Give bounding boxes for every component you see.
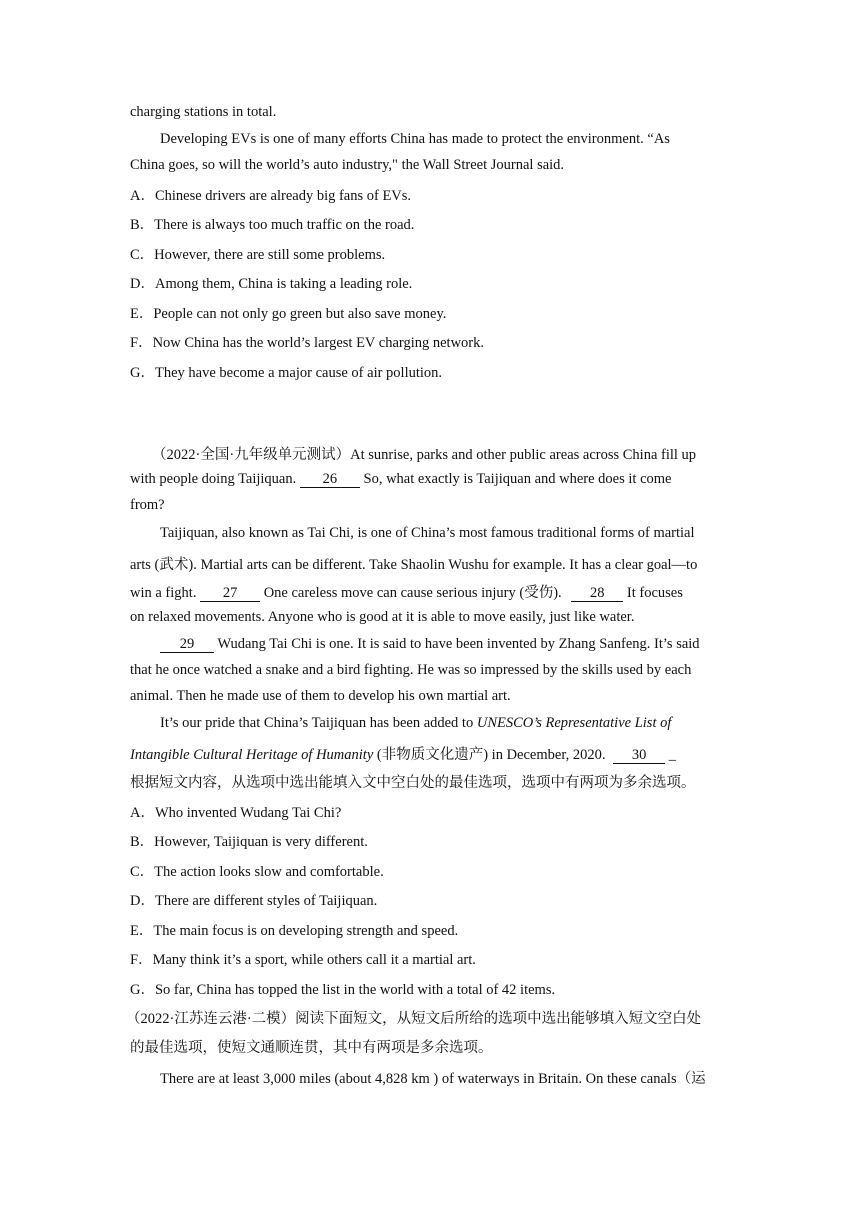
passage2-option-d: D．There are different styles of Taijiquan. xyxy=(130,893,378,909)
passage2-line5: arts (武术). Martial arts can be different. Take Shaolin Wushu for example. It has a clear goal—to xyxy=(130,557,698,573)
passage2-line10: animal. Then he made use of them to develop his own martial art. xyxy=(130,688,511,704)
blank-30: 30 xyxy=(613,748,665,764)
blank-26: 26 xyxy=(300,472,360,488)
passage2-line12: Intangible Cultural Heritage of Humanity (非物质文化遗产) in December, 2020. 30 _ xyxy=(130,747,676,763)
passage1-option-g: G．They have become a major cause of air pollution. xyxy=(130,365,443,381)
passage2-option-b: B．However, Taijiquan is very different. xyxy=(130,834,368,850)
blank-29: 29 xyxy=(160,637,214,653)
passage2-line11: It’s our pride that China’s Taijiquan has been added to UNESCO’s Representative List of xyxy=(160,715,672,731)
passage2-line3: from? xyxy=(130,497,165,513)
passage3-line1: （2022·江苏连云港·二模）阅读下面短文，从短文后所给的选项中选出能够填入短文空白处 xyxy=(126,1011,702,1027)
passage2-instruction: 根据短文内容，从选项中选出能填入文中空白处的最佳选项，选项中有两项为多余选项。 xyxy=(130,775,696,791)
passage2-line4: Taijiquan, also known as Tai Chi, is one of China’s most famous traditional forms of martial xyxy=(160,525,695,541)
passage2-line7: on relaxed movements. Anyone who is good at it is able to move easily, just like water. xyxy=(130,609,635,625)
passage1-option-f: F．Now China has the world’s largest EV charging network. xyxy=(130,335,484,351)
passage1-para2-line1: Developing EVs is one of many efforts China has made to protect the environment. “As xyxy=(160,131,670,147)
passage1-para2-line2: China goes, so will the world’s auto industry," the Wall Street Journal said. xyxy=(130,157,565,173)
passage1-option-c: C．However, there are still some problems. xyxy=(130,247,386,263)
passage2-line6: win a fight. 27 One careless move can cause serious injury (受伤). 28 It focuses xyxy=(130,585,683,601)
blank-27: 27 xyxy=(200,586,260,602)
passage2-line2: with people doing Taijiquan. 26 So, what exactly is Taijiquan and where does it come xyxy=(130,471,672,487)
passage2-option-c: C．The action looks slow and comfortable. xyxy=(130,864,384,880)
passage1-tail: charging stations in total. xyxy=(130,104,277,120)
passage2-line8: 29 Wudang Tai Chi is one. It is said to have been invented by Zhang Sanfeng. It’s said xyxy=(160,636,700,653)
passage2-option-g: G．So far, China has topped the list in the world with a total of 42 items. xyxy=(130,982,556,998)
passage2-line9: that he once watched a snake and a bird fighting. He was so impressed by the skills used by each xyxy=(130,662,692,678)
passage1-option-a: A．Chinese drivers are already big fans of EVs. xyxy=(130,188,412,204)
passage1-option-e: E．People can not only go green but also save money. xyxy=(130,306,447,322)
passage2-line1: （2022·全国·九年级单元测试）At sunrise, parks and other public areas across China fill up xyxy=(152,447,697,463)
passage2-option-e: E．The main focus is on developing strength and speed. xyxy=(130,923,459,939)
passage2-option-a: A．Who invented Wudang Tai Chi? xyxy=(130,805,342,821)
blank-28: 28 xyxy=(571,586,623,602)
passage1-option-b: B．There is always too much traffic on the road. xyxy=(130,217,415,233)
passage3-line3: There are at least 3,000 miles (about 4,828 km ) of waterways in Britain. On these canals（运 xyxy=(160,1071,706,1087)
passage1-option-d: D．Among them, China is taking a leading role. xyxy=(130,276,413,292)
passage3-line2: 的最佳选项，使短文通顺连贯，其中有两项是多余选项。 xyxy=(130,1040,493,1056)
passage2-option-f: F．Many think it’s a sport, while others call it a martial art. xyxy=(130,952,476,968)
